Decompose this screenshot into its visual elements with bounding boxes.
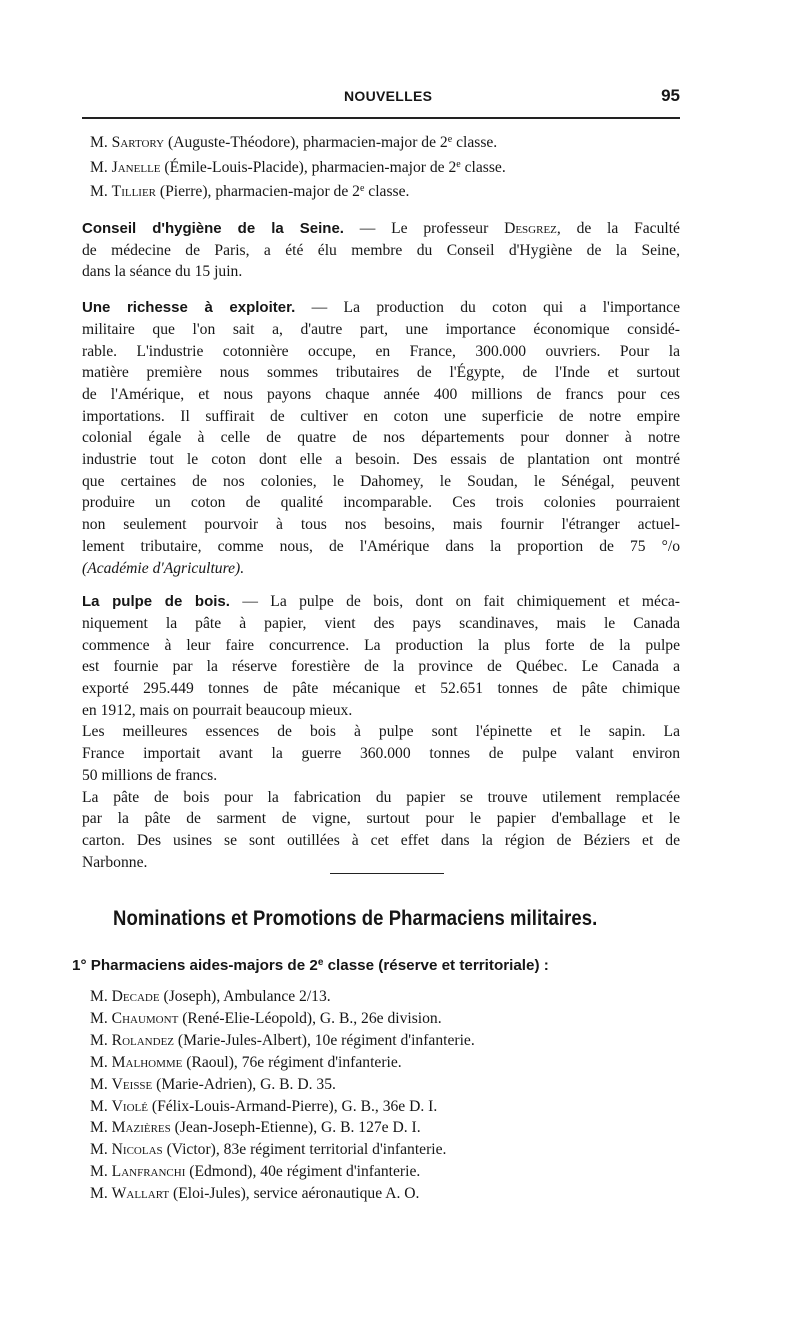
nominations-list	[90, 986, 650, 1205]
list-item: M. Rolandez (Marie-Jules-Albert), 10e régiment d'infanterie.	[90, 1031, 475, 1049]
source-citation: (Académie d'Agriculture).	[82, 559, 245, 577]
list-item: M. Nicolas (Victor), 83e régiment territorial d'infanterie.	[90, 1141, 447, 1159]
surname: Janelle	[111, 158, 161, 176]
subsection-heading: 1° Pharmaciens aides-majors de 2e classe (réserve et territoriale) :	[72, 957, 549, 974]
promotion-line: M. Sartory (Auguste-Théodore), pharmacien-major de 2e classe.	[90, 134, 498, 151]
running-head	[82, 86, 682, 110]
promotions-list	[82, 129, 680, 203]
list-item: M. Wallart (Eloi-Jules), service aéronautique A. O.	[90, 1185, 420, 1203]
surname: Tillier	[111, 183, 157, 201]
page-number: 95	[661, 86, 680, 105]
header-rule	[82, 117, 680, 119]
surname: Chaumont	[111, 1009, 179, 1027]
paragraph-title: Conseil d'hygiène de la Seine.	[82, 220, 344, 237]
hygiene-paragraph: Conseil d'hygiène de la Seine. — Le professeur Desgrez, de la Faculté de médecine de Paris, a été élu membre du Conseil d'Hygiène de la Seine, dans la séance du 15 juin.	[82, 220, 680, 281]
surname: Wallart	[111, 1185, 170, 1203]
list-item: M. Decade (Joseph), Ambulance 2/13.	[90, 988, 331, 1005]
promotion-line: M. Tillier (Pierre), pharmacien-major de 2e classe.	[90, 183, 410, 201]
list-item: M. Mazières (Jean-Joseph-Etienne), G. B. 127e D. I.	[90, 1119, 421, 1137]
running-title: NOUVELLES	[344, 88, 433, 104]
surname: Nicolas	[111, 1141, 163, 1159]
surname: Veisse	[111, 1075, 153, 1093]
richesse-paragraph: Une richesse à exploiter. — La production du coton qui a l'importance militaire que l'on sait a, d'autre part, une importance économique considé- rable. L'industrie cotonnière occupe, en France, 300.000 ouvriers. Pour la matière première nous sommes tributaires de l'Égypte, de l'Inde et surtout de l'Amérique, et nous payons chaque année 400 millions de francs pour ces importations. Il suffirait de cultiver en coton une superficie de notre empire colonial égale à celle de quatre de nos départements pour donner à notre industrie tout le coton dont elle a besoin. Des essais de plantation ont montré que certaines de nos colonies, le Dahomey, le Soudan, le Sénégal, peuvent produire un coton de qualité incomparable. Ces trois colonies pourraient non seulement pourvoir à tous nos besoins, mais fournir l'étranger actuel- lement tributaire, comme nous, de l'Amérique dans la proportion de 75 °/o (Académie d'Agriculture).	[82, 297, 680, 579]
section-separator	[330, 873, 444, 874]
list-item: M. Malhomme (Raoul), 76e régiment d'infanterie.	[90, 1053, 402, 1071]
list-item: M. Chaumont (René-Elie-Léopold), G. B., 26e division.	[90, 1009, 442, 1027]
news-body	[82, 218, 680, 873]
list-item: M. Veisse (Marie-Adrien), G. B. D. 35.	[90, 1075, 336, 1093]
section-heading: Nominations et Promotions de Pharmaciens militaires.	[113, 906, 598, 930]
surname: Rolandez	[111, 1031, 175, 1049]
surname: Desgrez	[504, 220, 557, 237]
list-item: M. Violé (Félix-Louis-Armand-Pierre), G. B., 36e D. I.	[90, 1097, 438, 1115]
paragraph-title: La pulpe de bois.	[82, 593, 230, 611]
list-item: M. Lanfranchi (Edmond), 40e régiment d'infanterie.	[90, 1163, 421, 1181]
surname: Malhomme	[111, 1053, 183, 1071]
promotion-line: M. Janelle (Émile-Louis-Placide), pharmacien-major de 2e classe.	[90, 158, 506, 176]
paragraph-title: Une richesse à exploiter.	[82, 299, 296, 317]
surname: Violé	[111, 1097, 148, 1115]
pulpe-paragraph: La pulpe de bois. — La pulpe de bois, dont on fait chimiquement et méca- niquement la pâte à papier, vient des pays scandinaves, mais le Canada commence à leur faire concurrence. La production la plus forte de la pulpe est fournie par la réserve forestière de la province de Québec. Le Canada a exporté 295.449 tonnes de pâte mécanique et 52.651 tonnes de pâte chimique en 1912, mais on pourrait beaucoup mieux. Les meilleures essences de bois à pulpe sont l'épinette et le sapin. La France importait avant la guerre 360.000 tonnes de pulpe valant environ 50 millions de francs. La pâte de bois pour la fabrication du papier se trouve utilement remplacée par la pâte de sarment de vigne, surtout pour le papier d'emballage et le carton. Des usines se sont outillées à cet effet dans la région de Béziers et de Narbonne.	[82, 593, 681, 871]
surname: Mazières	[111, 1119, 171, 1137]
surname: Decade	[111, 988, 160, 1005]
surname: Sartory	[111, 134, 165, 151]
surname: Lanfranchi	[111, 1163, 186, 1181]
